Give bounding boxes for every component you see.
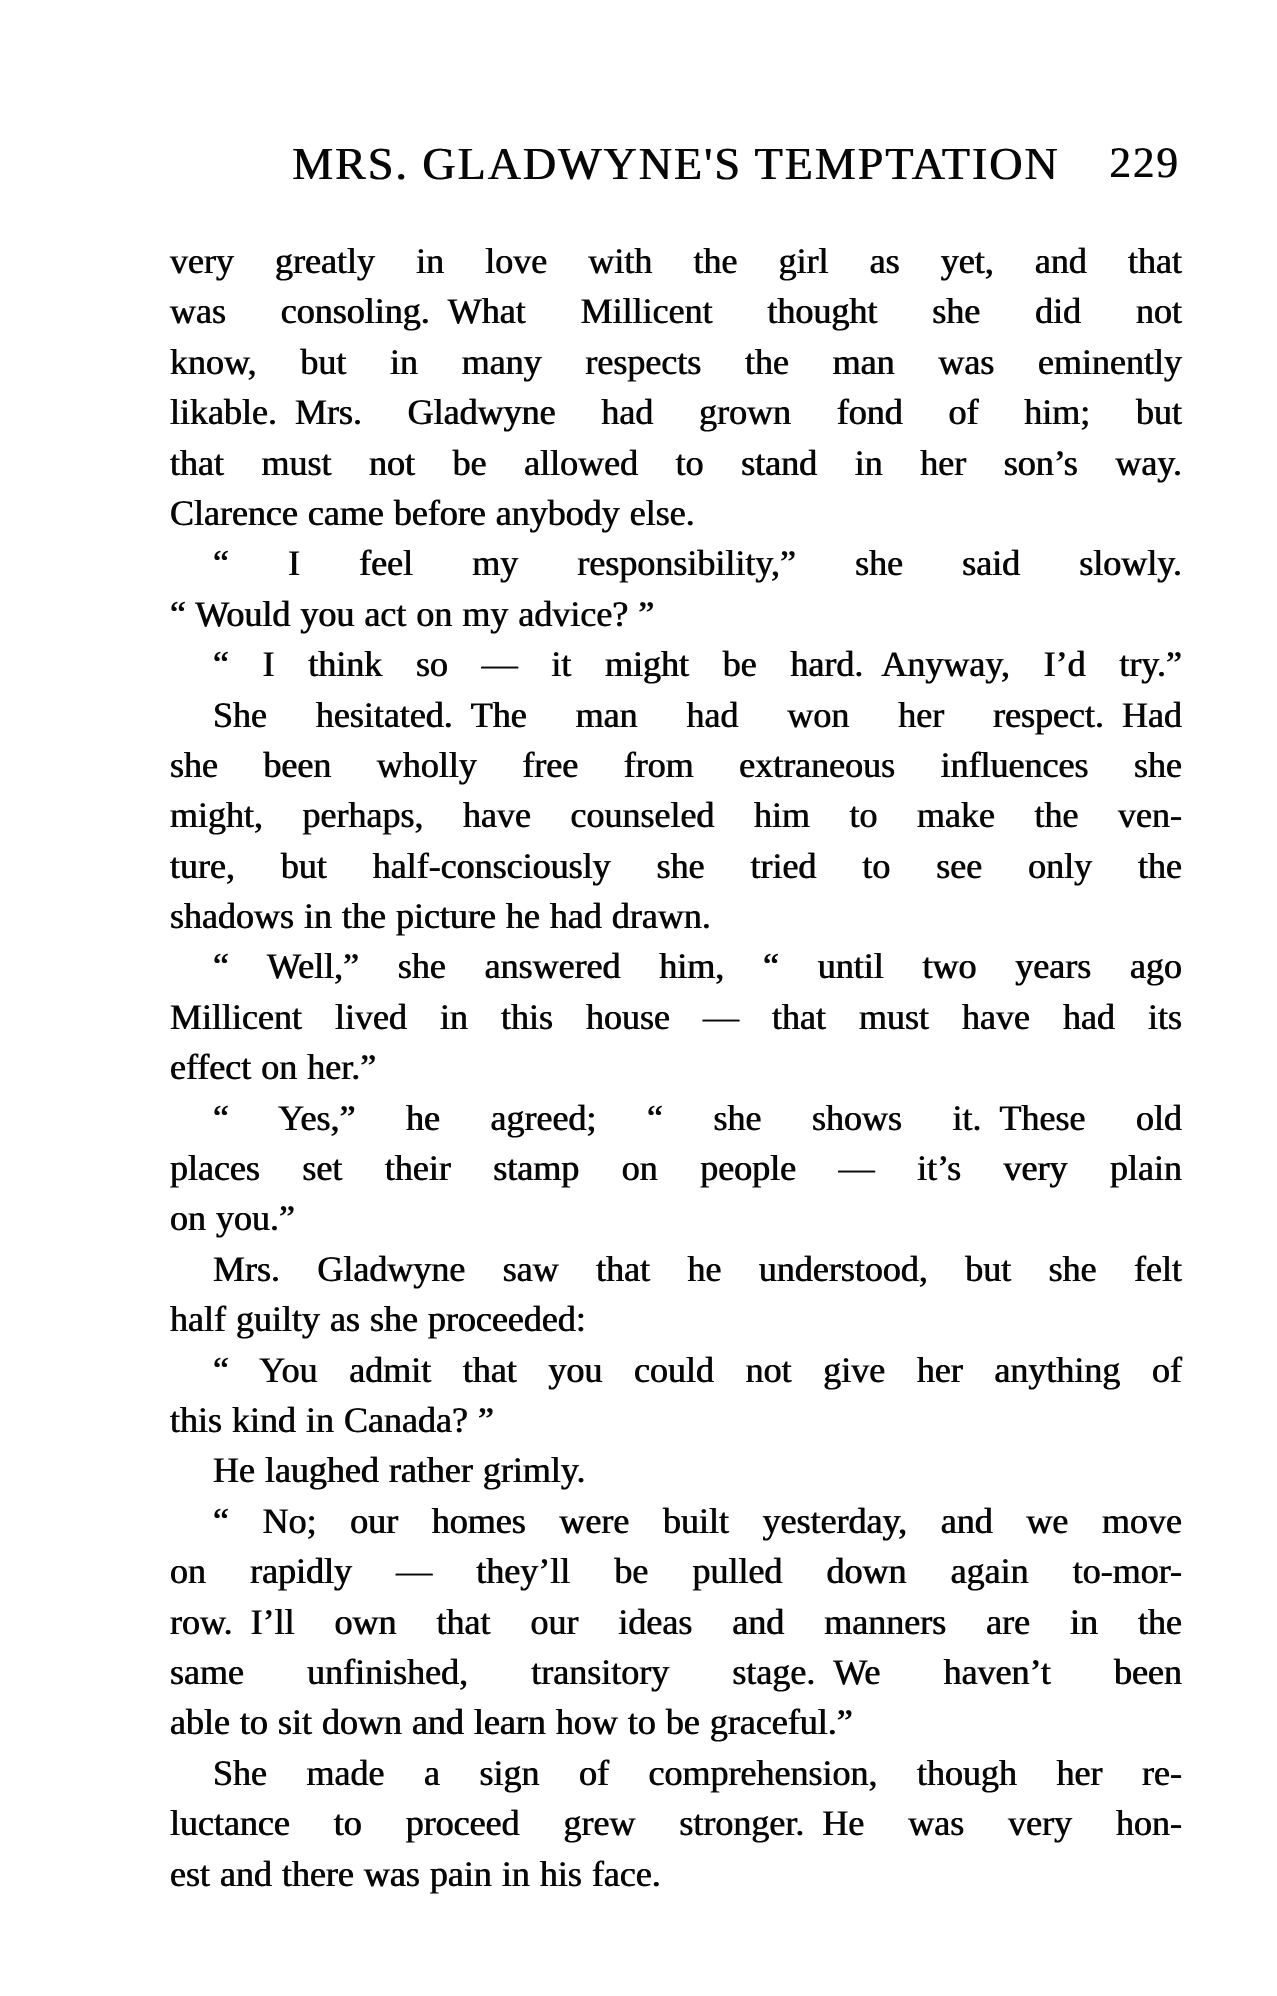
text-line: shadows in the picture he had drawn. (170, 896, 711, 937)
text-line: ture, but half-consciously she tried to see only the (170, 845, 1182, 886)
text-line: “ I think so — it might be hard. Anyway, I’d try.” (213, 644, 1182, 685)
text-line: “ I feel my responsibility,” she said slowly. (213, 543, 1182, 584)
text-line: “ Well,” she answered him, “ until two years ago (213, 946, 1182, 987)
text-line: Clarence came before anybody else. (170, 492, 695, 533)
text-line: half guilty as she proceeded: (170, 1299, 586, 1340)
text-line: on you.” (170, 1198, 295, 1239)
text-line: same unfinished, transitory stage. We haven’t been (170, 1651, 1182, 1692)
text-line: row. I’ll own that our ideas and manners are in the (170, 1601, 1182, 1642)
text-line: est and there was pain in his face. (170, 1853, 661, 1894)
text-line: “ No; our homes were built yesterday, and we move (213, 1500, 1182, 1541)
text-line: very greatly in love with the girl as yet, and that (170, 241, 1182, 281)
text-line: was consoling. What Millicent thought she did not (170, 291, 1182, 332)
text-line: “ Would you act on my advice? ” (170, 593, 655, 634)
text-line: She hesitated. The man had won her respect. Had (213, 694, 1182, 735)
text-line: “ You admit that you could not give her anything of (213, 1349, 1182, 1390)
text-line: Mrs. Gladwyne saw that he understood, but she felt (213, 1248, 1182, 1289)
text-line: know, but in many respects the man was eminently (170, 341, 1182, 382)
text-line: places set their stamp on people — it’s very plain (170, 1148, 1182, 1189)
running-title: MRS. GLADWYNE'S TEMPTATION (292, 138, 1060, 189)
text-line: luctance to proceed grew stronger. He was very hon- (170, 1803, 1182, 1844)
text-line: effect on her.” (170, 1047, 377, 1088)
text-line: that must not be allowed to stand in her son’s way. (170, 442, 1182, 483)
text-line: Millicent lived in this house — that must have had its (170, 996, 1182, 1037)
text-line: He laughed rather grimly. (213, 1450, 586, 1491)
page-number: 229 (1109, 140, 1180, 187)
text-line: likable. Mrs. Gladwyne had grown fond of him; but (170, 392, 1182, 433)
text-line: might, perhaps, have counseled him to make the ven- (170, 795, 1182, 836)
text-line: she been wholly free from extraneous influences she (170, 744, 1182, 785)
page-header (170, 136, 1182, 190)
text-line: able to sit down and learn how to be graceful.” (170, 1702, 853, 1743)
text-line: She made a sign of comprehension, though her re- (213, 1752, 1182, 1793)
text-line: on rapidly — they’ll be pulled down again to-mor- (170, 1551, 1182, 1592)
text-line: “ Yes,” he agreed; “ she shows it. These old (213, 1097, 1182, 1138)
body-text (170, 236, 1182, 1899)
text-line: this kind in Canada? ” (170, 1399, 494, 1440)
